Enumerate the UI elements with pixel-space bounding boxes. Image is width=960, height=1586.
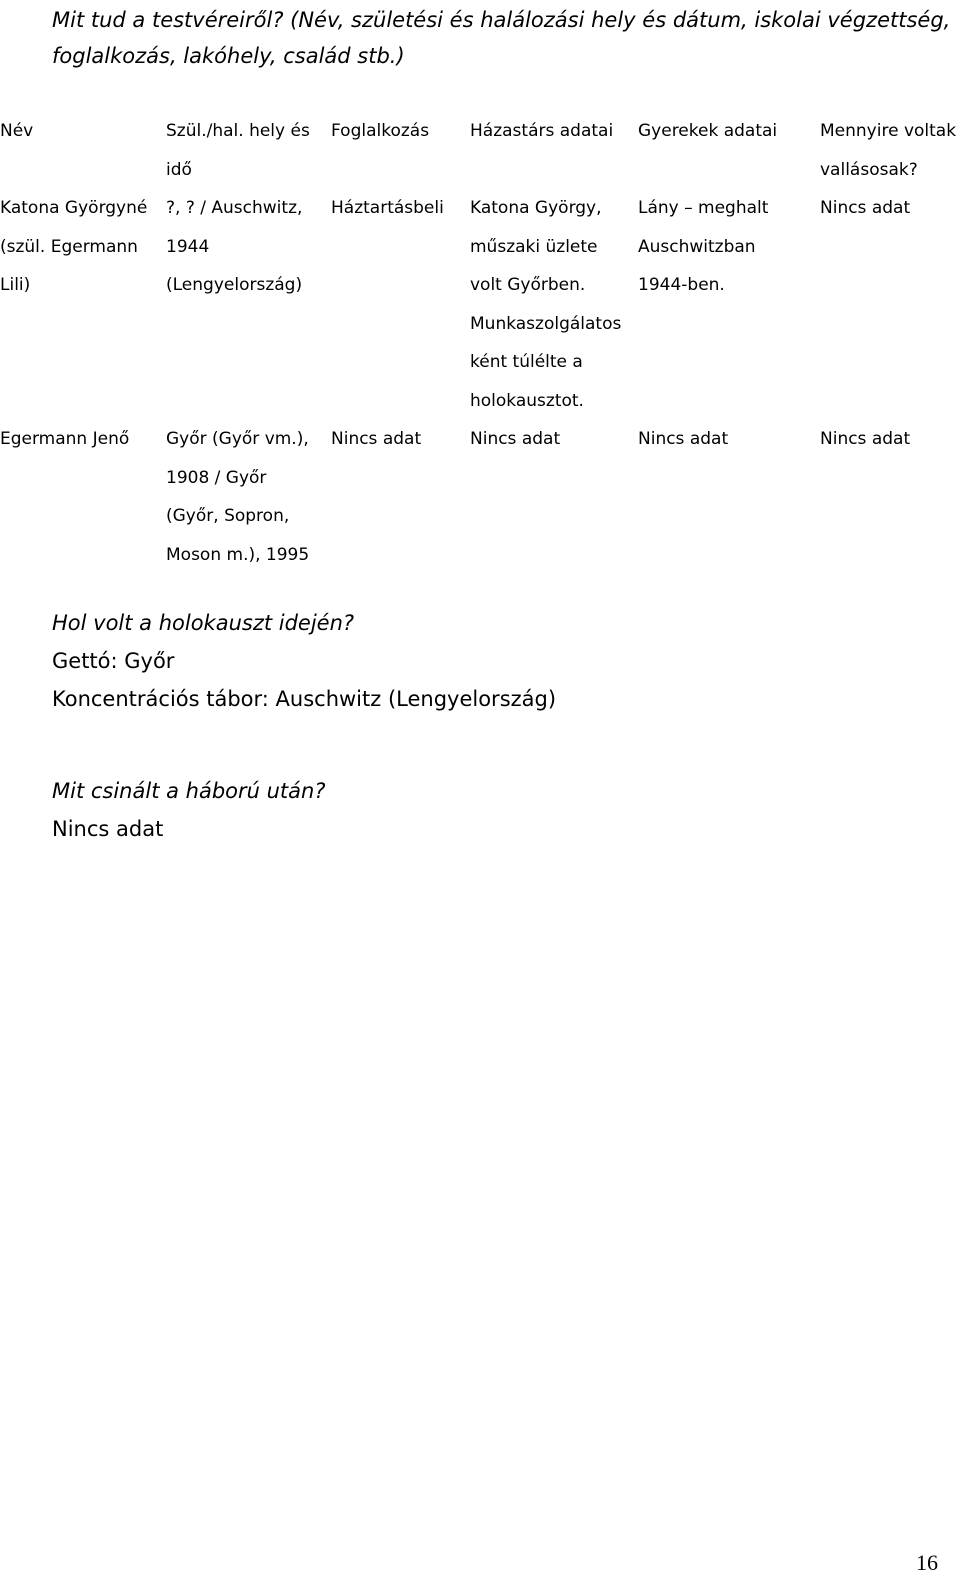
table-cell: Háztartásbeli — [331, 198, 444, 218]
table-cell: ?, ? / Auschwitz, 1944 (Lengyelország) — [166, 198, 303, 295]
table-cell: Nincs adat — [470, 429, 561, 449]
holocaust-question: Hol volt a holokauszt idején? — [52, 611, 355, 635]
header-spouse: Házastárs adatai — [470, 121, 614, 141]
table-cell: Nincs adat — [820, 429, 911, 449]
table-cell: Nincs adat — [638, 429, 729, 449]
page-number: 16 — [916, 1550, 938, 1575]
siblings-table — [0, 112, 960, 574]
table-cell: Nincs adat — [331, 429, 422, 449]
after-war-answer: Nincs adat — [52, 817, 164, 841]
holocaust-section — [52, 604, 932, 718]
table-row — [0, 189, 960, 420]
header-religiosity: Mennyire voltak vallásosak? — [820, 121, 957, 180]
header-children: Gyerekek adatai — [638, 121, 778, 141]
header-name: Név — [0, 121, 34, 141]
camp-line: Koncentrációs tábor: Auschwitz (Lengyelország) — [52, 687, 557, 711]
table-cell: Nincs adat — [820, 198, 911, 218]
header-occupation: Foglalkozás — [331, 121, 430, 141]
table-cell: Katona György, műszaki üzlete volt Győrben. Munkaszolgálatos ként túlélte a holokausztot. — [470, 198, 622, 411]
header-birth-death: Szül./hal. hely és idő — [166, 121, 310, 180]
table-cell: Katona Györgyné (szül. Egermann Lili) — [0, 198, 148, 295]
after-war-section — [52, 772, 932, 848]
table-cell: Egermann Jenő — [0, 429, 130, 449]
after-war-question: Mit csinált a háború után? — [52, 779, 326, 803]
table-cell: Lány – meghalt Auschwitzban 1944-ben. — [638, 198, 769, 295]
table-row — [0, 420, 960, 574]
table-cell: Győr (Győr vm.), 1908 / Győr (Győr, Sopron, Moson m.), 1995 — [166, 429, 310, 565]
table-header-row — [0, 112, 960, 189]
intro-question: Mit tud a testvéreiről? (Név, születési és halálozási hely és dátum, iskolai végzettség, foglalkozás, lakóhely, család stb.) — [52, 8, 951, 68]
ghetto-line: Gettó: Győr — [52, 649, 175, 673]
